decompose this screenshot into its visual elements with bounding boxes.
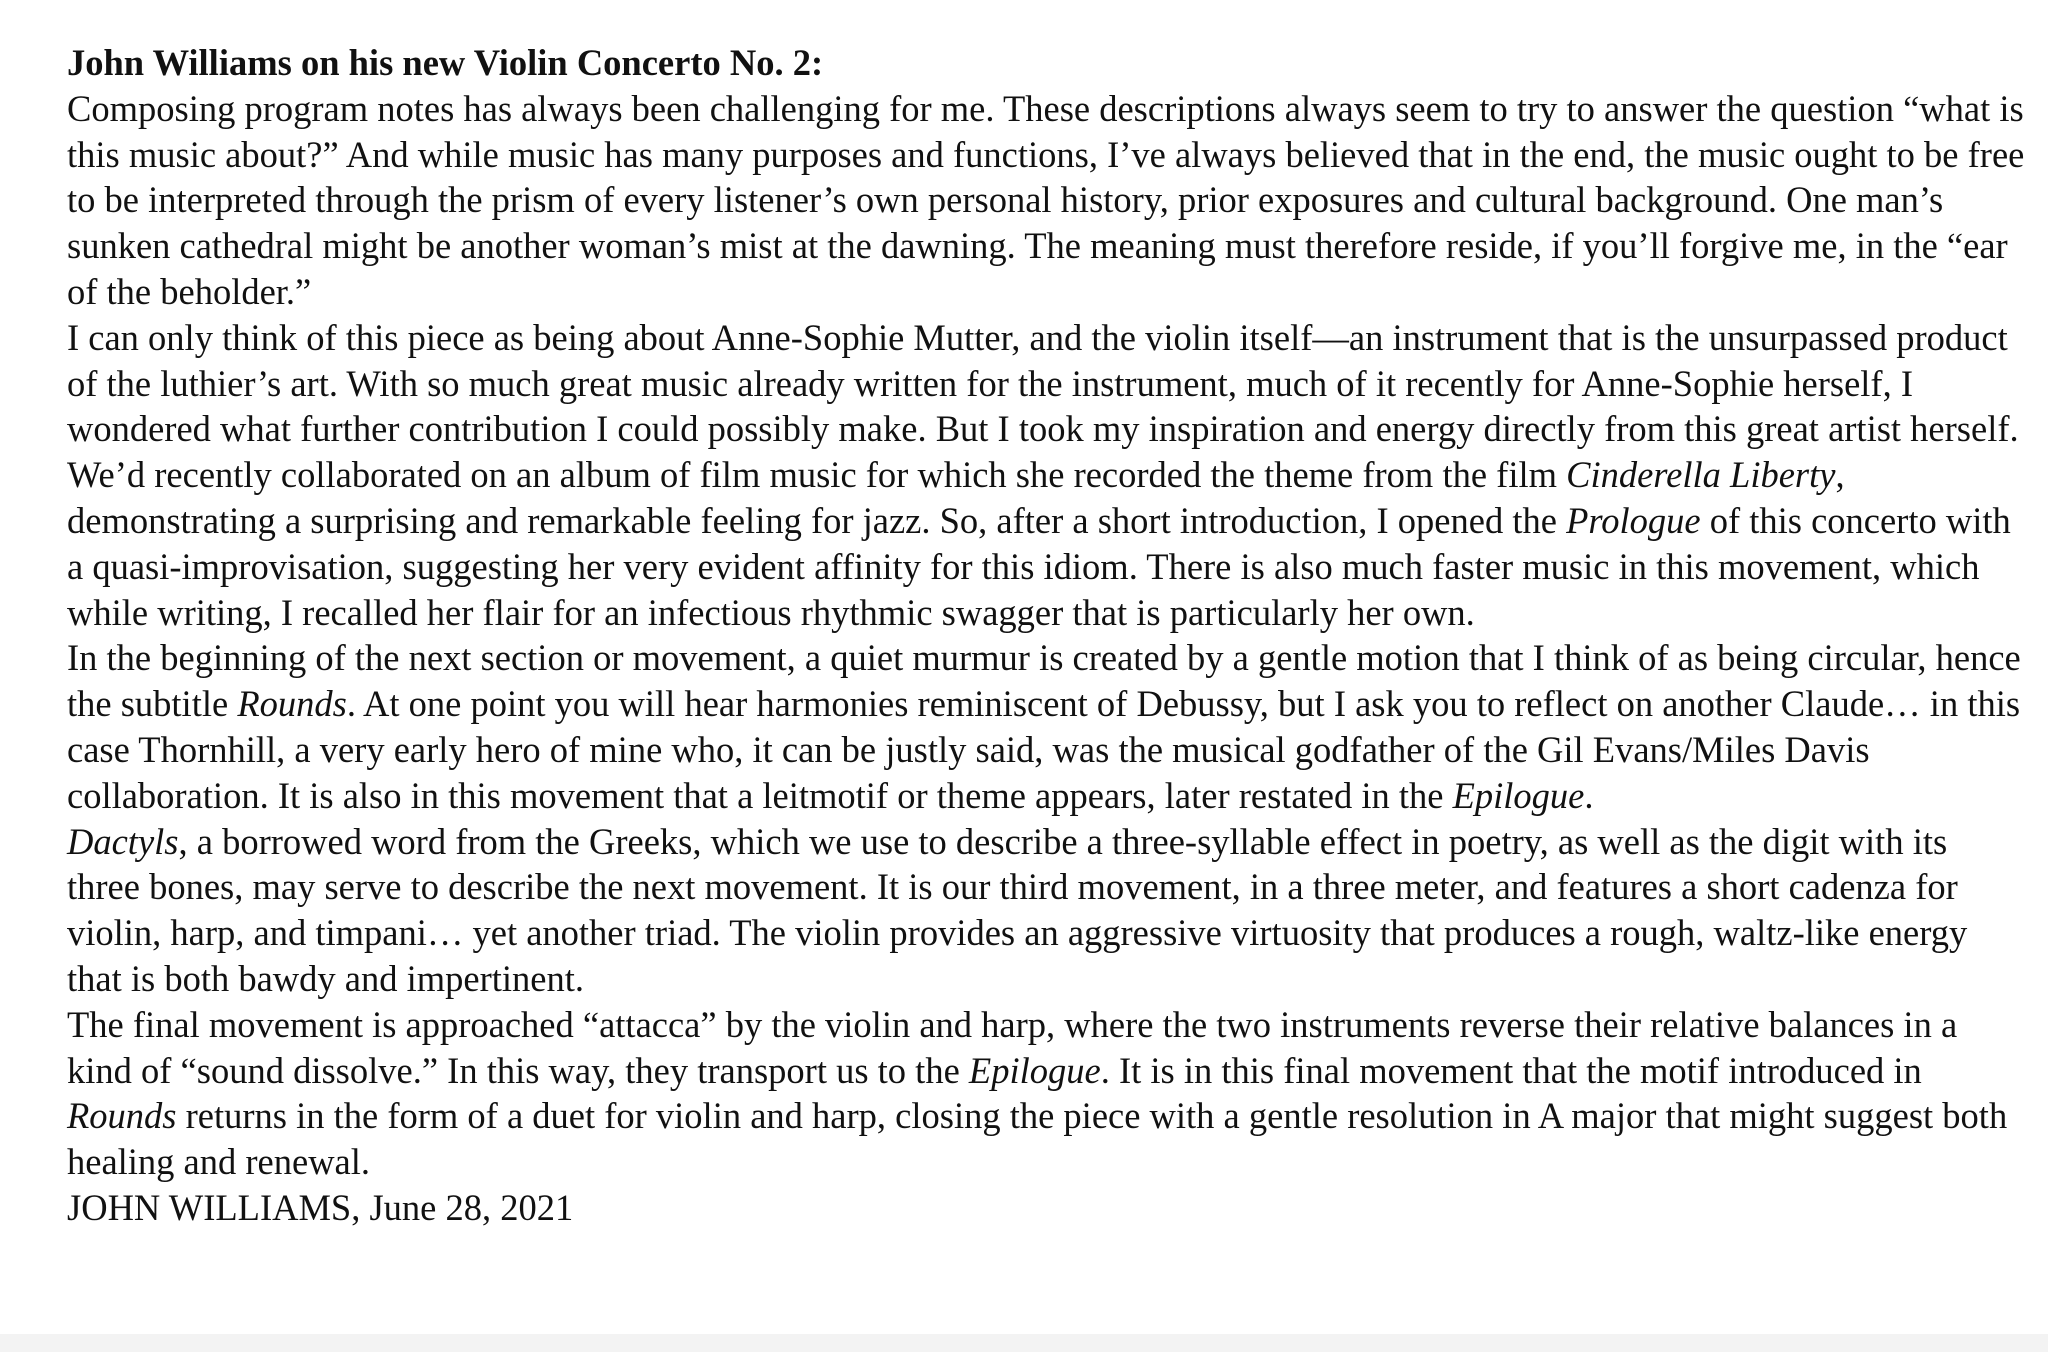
paragraph-intro: Composing program notes has always been challenging for me. These descriptions always seem to try to answer the question “what is this music about?” And while music has many purposes and functions, I’ve always believed that in the end, the music ought to be free to be interpreted through the prism of every listener’s own personal history, prior exposures and cultural background. One man’s sunken cathedral might be another woman’s mist at the dawning. The meaning must therefore reside, if you’ll forgive me, in the “ear of the beholder.” [67,87,2025,312]
paragraph-dactyls-text: , a borrowed word from the Greeks, which we use to describe a three-syllable effect in poetry, as well as the digit with its three bones, may serve to describe the next movement. It is our third movement, in a three meter, and features a short cadenza for violin, harp, and timpani… yet another triad. The violin provides an aggressive virtuosity that produces a rough, waltz-like energy that is both bawdy and impertinent. [67,820,1968,999]
movement-title-rounds: Rounds [237,683,347,725]
paragraph-epilogue-text-a: The final movement is approached “attacca” by the violin and harp, where the two instruments reverse their relative balances in a kind of “sound dissolve.” In this way, they transport us to the [67,1003,1958,1091]
paragraph-rounds-text-c: . [1584,774,1594,816]
movement-title-dactyls: Dactyls [67,820,179,862]
paragraph-rounds [67,635,2027,818]
paragraph-epilogue [67,1002,2027,1185]
paragraph-prologue-text-a: I can only think of this piece as being about Anne-Sophie Mutter, and the violin itself—an instrument that is the unsurpassed product of the luthier’s art. With so much great music already written for the instrument, much of it recently for Anne-Sophie herself, I wondered what further contribution I could possibly make. But I took my inspiration and energy directly from this great artist herself. We’d recently collaborated on an album of film music for which she recorded the theme from the film [67,316,2019,496]
paragraph-epilogue-text-b: . It is in this final movement that the motif introduced in [1100,1049,1922,1091]
paragraph-rounds-text-b: . At one point you will hear harmonies reminiscent of Debussy, but I ask you to reflect on another Claude… in this case Thornhill, a very early hero of mine who, it can be justly said, was the musical godfather of the Gil Evans/Miles Davis collaboration. It is also in this movement that a leitmotif or theme appears, later restated in the [67,683,2021,816]
signature-line: JOHN WILLIAMS, June 28, 2021 [67,1186,574,1228]
paragraph-epilogue-text-c: returns in the form of a duet for violin and harp, closing the piece with a gentle resolution in A major that might suggest both healing and renewal. [67,1095,2008,1183]
film-title-cinderella-liberty: Cinderella Liberty [1566,454,1836,496]
document-title: John Williams on his new Violin Concerto No. 2: [67,42,824,83]
movement-title-prologue: Prologue [1566,499,1701,541]
bottom-edge-strip [0,1334,2048,1352]
movement-title-epilogue: Epilogue [1452,774,1585,816]
paragraph-dactyls [67,819,2027,1002]
movement-title-rounds-2: Rounds [67,1095,177,1137]
paragraph-prologue [67,315,2027,636]
paragraph-rounds-text-a: In the beginning of the next section or movement, a quiet murmur is created by a gentle motion that I think of as being circular, hence the subtitle [67,637,2021,725]
paragraph-prologue-text-c: of this concerto with a quasi-improvisation, suggesting her very evident affinity for this idiom. There is also much faster music in this movement, which while writing, I recalled her flair for an infectious rhythmic swagger that is particularly her own. [67,499,2011,633]
movement-title-epilogue-2: Epilogue [968,1049,1101,1091]
paragraph-prologue-text-b: , demonstrating a surprising and remarkable feeling for jazz. So, after a short introduction, I opened the [67,454,1845,541]
program-notes-document [67,40,2027,1231]
